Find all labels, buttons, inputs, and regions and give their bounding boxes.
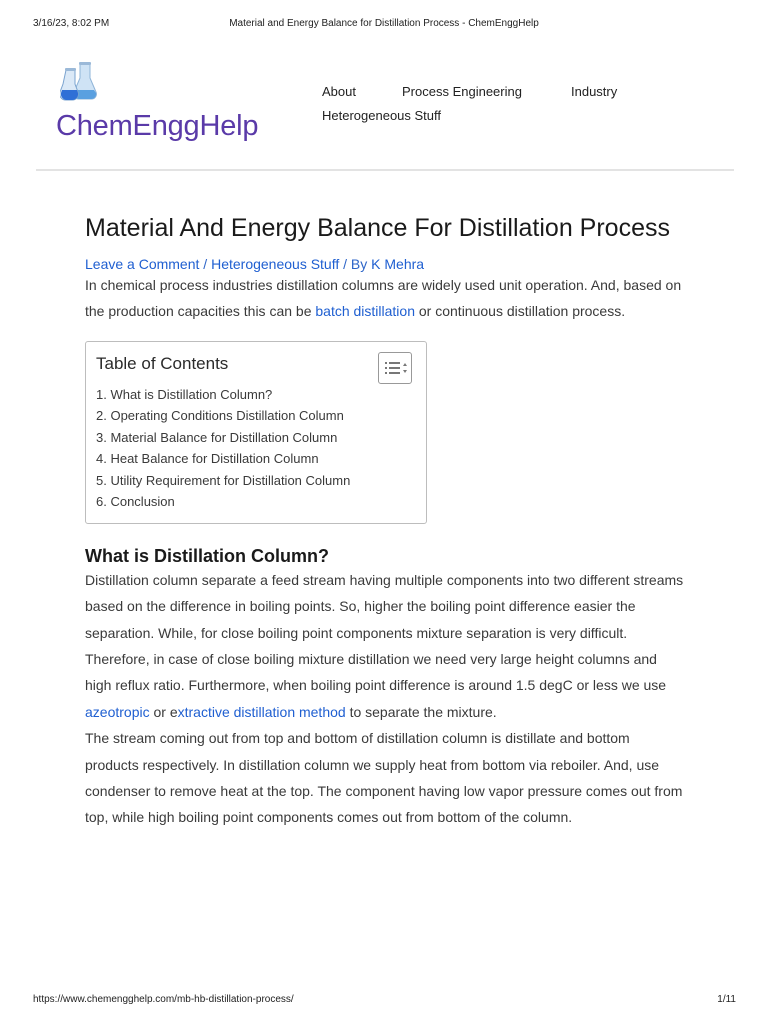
- toc-toggle-button[interactable]: [378, 352, 412, 384]
- print-page-title: Material and Energy Balance for Distillation Process - ChemEnggHelp: [229, 18, 539, 29]
- list-toggle-icon: [379, 353, 411, 383]
- toc-item[interactable]: 4. Heat Balance for Distillation Column: [96, 451, 319, 467]
- extractive-distillation-link[interactable]: xtractive distillation method: [177, 703, 346, 720]
- site-brand[interactable]: ChemEnggHelp: [56, 110, 259, 142]
- print-url: https://www.chemengghelp.com/mb-hb-distillation-process/: [33, 994, 294, 1005]
- toc-item[interactable]: 1. What is Distillation Column?: [96, 386, 273, 402]
- header-divider: [36, 169, 734, 171]
- post-meta: Leave a Comment / Heterogeneous Stuff / By K Mehra: [85, 256, 425, 272]
- print-datetime: 3/16/23, 8:02 PM: [33, 18, 110, 29]
- table-of-contents: [85, 341, 427, 524]
- intro-paragraph: In chemical process industries distillation columns are widely used unit operation. And, based on the production capacities this can be batch distillation or continuous distillation process.: [85, 277, 682, 320]
- nav-item-process-engineering[interactable]: Process Engineering: [402, 84, 522, 99]
- nav-item-about[interactable]: About: [322, 84, 356, 99]
- toc-title: Table of Contents: [96, 353, 229, 373]
- section-heading: What is Distillation Column?: [85, 545, 329, 566]
- toc-item[interactable]: 2. Operating Conditions Distillation Column: [96, 408, 344, 424]
- toc-item[interactable]: 3. Material Balance for Distillation Column: [96, 429, 338, 445]
- print-page-number: 1/11: [717, 994, 736, 1005]
- azeotropic-link[interactable]: azeotropic: [85, 703, 150, 720]
- section-paragraph: The stream coming out from top and bottom of distillation column is distillate and bottom products respectively. In distillation column we supply heat from bottom via reboiler. And, use condenser to remove heat at the top. The component having low vapor pressure comes out from top, while high boiling point components comes out from bottom of the column.: [85, 730, 683, 826]
- page-title: Material And Energy Balance For Distillation Process: [85, 214, 670, 242]
- toc-list: [96, 384, 416, 513]
- batch-distillation-link[interactable]: batch distillation: [315, 303, 415, 320]
- by-label: By: [350, 256, 368, 272]
- article: [85, 212, 685, 831]
- flasks-icon[interactable]: [60, 62, 102, 106]
- nav-item-heterogeneous-stuff[interactable]: Heterogeneous Stuff: [322, 108, 442, 123]
- toc-item[interactable]: 5. Utility Requirement for Distillation Column: [96, 472, 351, 488]
- section-paragraph: Distillation column separate a feed stream having multiple components into two different streams based on the difference in boiling points. So, higher the boiling point difference easier the separation. While, for close boiling point components mixture separation is very difficult. Therefore, in case of close boiling mixture distillation we need very large height columns and high reflux ratio. Furthermore, when boiling point difference is around 1.5 degC or less we use azeotropic or extractive distillation method to separate the mixture.: [85, 571, 684, 720]
- toc-item[interactable]: 6. Conclusion: [96, 494, 175, 510]
- nav-item-industry[interactable]: Industry: [571, 84, 618, 99]
- category-link[interactable]: Heterogeneous Stuff: [211, 256, 340, 272]
- print-footer: [0, 994, 768, 1008]
- print-header: [0, 18, 768, 32]
- author-link[interactable]: K Mehra: [371, 256, 425, 272]
- leave-comment-link[interactable]: Leave a Comment: [85, 256, 200, 272]
